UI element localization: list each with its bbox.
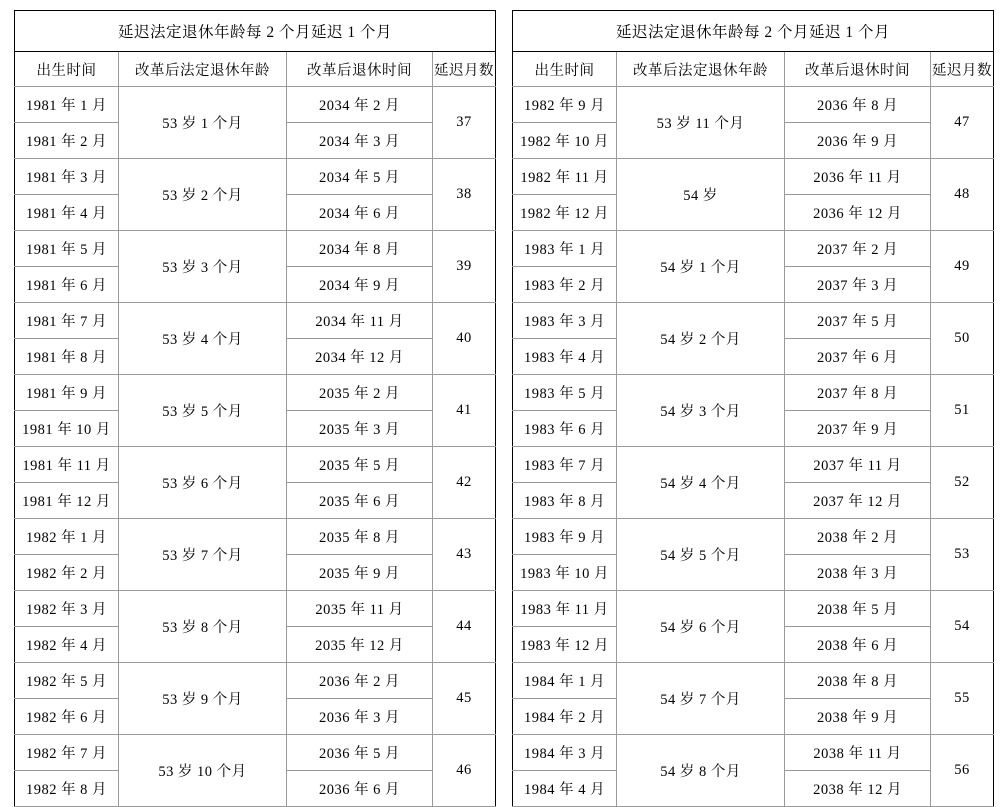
cell-retirement-date: 2038 年 12 月 [785,771,931,807]
cell-birth-date: 1981 年 10 月 [15,411,119,447]
cell-retirement-date: 2036 年 9 月 [785,123,931,159]
cell-retirement-date: 2036 年 8 月 [785,87,931,123]
cell-retirement-age: 53 岁 5 个月 [119,375,287,447]
cell-retirement-age: 53 岁 6 个月 [119,447,287,519]
cell-delay-months: 47 [931,87,994,159]
cell-retirement-age: 53 岁 4 个月 [119,303,287,375]
cell-birth-date: 1982 年 5 月 [15,663,119,699]
cell-retirement-age: 54 岁 3 个月 [617,375,785,447]
column-header-retirement-date: 改革后退休时间 [287,52,433,87]
cell-retirement-date: 2035 年 8 月 [287,519,433,555]
cell-retirement-date: 2038 年 6 月 [785,627,931,663]
table-row [513,591,994,627]
table-row [513,231,994,267]
cell-birth-date: 1983 年 12 月 [513,627,617,663]
cell-birth-date: 1982 年 4 月 [15,627,119,663]
table-title: 延迟法定退休年龄每 2 个月延迟 1 个月 [15,11,496,52]
table-row [513,447,994,483]
cell-retirement-date: 2034 年 5 月 [287,159,433,195]
cell-delay-months: 39 [433,231,496,303]
cell-retirement-date: 2035 年 6 月 [287,483,433,519]
cell-retirement-date: 2035 年 3 月 [287,411,433,447]
cell-birth-date: 1982 年 10 月 [513,123,617,159]
cell-retirement-date: 2037 年 11 月 [785,447,931,483]
cell-birth-date: 1983 年 4 月 [513,339,617,375]
column-header-delay-months: 延迟月数 [931,52,994,87]
retirement-schedule-table-right [512,10,994,807]
cell-birth-date: 1983 年 5 月 [513,375,617,411]
cell-retirement-date: 2035 年 12 月 [287,627,433,663]
cell-retirement-date: 2038 年 11 月 [785,735,931,771]
cell-retirement-date: 2034 年 3 月 [287,123,433,159]
table-row [15,447,496,483]
cell-birth-date: 1981 年 2 月 [15,123,119,159]
table-title: 延迟法定退休年龄每 2 个月延迟 1 个月 [513,11,994,52]
cell-retirement-date: 2034 年 2 月 [287,87,433,123]
table-row [513,159,994,195]
table-row [513,375,994,411]
table-left-body [15,11,496,807]
cell-birth-date: 1983 年 9 月 [513,519,617,555]
cell-birth-date: 1982 年 2 月 [15,555,119,591]
table-header-row [513,52,994,87]
cell-birth-date: 1983 年 3 月 [513,303,617,339]
cell-birth-date: 1982 年 7 月 [15,735,119,771]
cell-retirement-date: 2035 年 11 月 [287,591,433,627]
cell-retirement-age: 53 岁 3 个月 [119,231,287,303]
column-header-retirement-age: 改革后法定退休年龄 [617,52,785,87]
cell-birth-date: 1982 年 12 月 [513,195,617,231]
cell-retirement-date: 2036 年 6 月 [287,771,433,807]
cell-retirement-date: 2037 年 8 月 [785,375,931,411]
cell-delay-months: 54 [931,591,994,663]
cell-retirement-age: 54 岁 5 个月 [617,519,785,591]
cell-retirement-date: 2037 年 6 月 [785,339,931,375]
cell-retirement-date: 2038 年 2 月 [785,519,931,555]
cell-retirement-date: 2034 年 6 月 [287,195,433,231]
column-header-retirement-age: 改革后法定退休年龄 [119,52,287,87]
column-header-retirement-date: 改革后退休时间 [785,52,931,87]
cell-birth-date: 1981 年 3 月 [15,159,119,195]
cell-birth-date: 1982 年 9 月 [513,87,617,123]
cell-retirement-date: 2036 年 11 月 [785,159,931,195]
table-row [15,375,496,411]
table-right-body [513,11,994,807]
table-title-row [513,11,994,52]
cell-retirement-age: 53 岁 8 个月 [119,591,287,663]
table-row [15,87,496,123]
cell-birth-date: 1983 年 10 月 [513,555,617,591]
cell-delay-months: 42 [433,447,496,519]
table-row [15,303,496,339]
cell-birth-date: 1983 年 11 月 [513,591,617,627]
cell-retirement-date: 2038 年 9 月 [785,699,931,735]
cell-birth-date: 1981 年 9 月 [15,375,119,411]
cell-delay-months: 43 [433,519,496,591]
table-row [513,735,994,771]
cell-retirement-age: 54 岁 1 个月 [617,231,785,303]
cell-retirement-date: 2038 年 8 月 [785,663,931,699]
cell-birth-date: 1981 年 7 月 [15,303,119,339]
cell-retirement-date: 2036 年 5 月 [287,735,433,771]
cell-retirement-age: 53 岁 2 个月 [119,159,287,231]
table-row [15,591,496,627]
cell-birth-date: 1983 年 2 月 [513,267,617,303]
cell-delay-months: 46 [433,735,496,807]
cell-birth-date: 1981 年 12 月 [15,483,119,519]
table-header-row [15,52,496,87]
table-row [513,303,994,339]
cell-birth-date: 1983 年 7 月 [513,447,617,483]
column-header-delay-months: 延迟月数 [433,52,496,87]
cell-delay-months: 52 [931,447,994,519]
cell-delay-months: 50 [931,303,994,375]
cell-birth-date: 1981 年 1 月 [15,87,119,123]
cell-retirement-age: 54 岁 [617,159,785,231]
column-header-birth: 出生时间 [513,52,617,87]
table-title-row [15,11,496,52]
cell-retirement-age: 54 岁 8 个月 [617,735,785,807]
cell-delay-months: 51 [931,375,994,447]
cell-delay-months: 38 [433,159,496,231]
cell-birth-date: 1982 年 6 月 [15,699,119,735]
cell-retirement-date: 2037 年 5 月 [785,303,931,339]
cell-retirement-age: 53 岁 7 个月 [119,519,287,591]
cell-delay-months: 44 [433,591,496,663]
cell-retirement-age: 54 岁 7 个月 [617,663,785,735]
cell-retirement-age: 53 岁 10 个月 [119,735,287,807]
cell-delay-months: 49 [931,231,994,303]
table-row [513,663,994,699]
cell-retirement-age: 53 岁 9 个月 [119,663,287,735]
cell-birth-date: 1981 年 4 月 [15,195,119,231]
cell-retirement-date: 2038 年 5 月 [785,591,931,627]
column-header-birth: 出生时间 [15,52,119,87]
cell-retirement-age: 54 岁 6 个月 [617,591,785,663]
cell-retirement-age: 54 岁 4 个月 [617,447,785,519]
cell-delay-months: 45 [433,663,496,735]
cell-birth-date: 1983 年 8 月 [513,483,617,519]
table-row [15,231,496,267]
cell-birth-date: 1982 年 8 月 [15,771,119,807]
table-row [15,519,496,555]
cell-retirement-date: 2035 年 9 月 [287,555,433,591]
cell-retirement-date: 2036 年 12 月 [785,195,931,231]
cell-birth-date: 1981 年 6 月 [15,267,119,303]
cell-retirement-date: 2035 年 5 月 [287,447,433,483]
cell-delay-months: 41 [433,375,496,447]
cell-birth-date: 1982 年 1 月 [15,519,119,555]
cell-birth-date: 1984 年 2 月 [513,699,617,735]
table-row [513,519,994,555]
cell-delay-months: 55 [931,663,994,735]
cell-birth-date: 1983 年 1 月 [513,231,617,267]
cell-retirement-date: 2037 年 2 月 [785,231,931,267]
cell-retirement-date: 2038 年 3 月 [785,555,931,591]
cell-retirement-date: 2037 年 12 月 [785,483,931,519]
cell-retirement-date: 2036 年 2 月 [287,663,433,699]
table-row [15,735,496,771]
cell-birth-date: 1981 年 5 月 [15,231,119,267]
cell-birth-date: 1984 年 4 月 [513,771,617,807]
cell-delay-months: 56 [931,735,994,807]
cell-retirement-date: 2034 年 11 月 [287,303,433,339]
cell-retirement-date: 2034 年 8 月 [287,231,433,267]
table-row [15,663,496,699]
cell-retirement-age: 53 岁 1 个月 [119,87,287,159]
cell-birth-date: 1982 年 3 月 [15,591,119,627]
cell-retirement-date: 2037 年 3 月 [785,267,931,303]
cell-delay-months: 37 [433,87,496,159]
cell-birth-date: 1982 年 11 月 [513,159,617,195]
cell-delay-months: 53 [931,519,994,591]
table-row [513,87,994,123]
table-row [15,159,496,195]
cell-retirement-date: 2036 年 3 月 [287,699,433,735]
cell-birth-date: 1984 年 3 月 [513,735,617,771]
tables-container [14,10,993,807]
cell-birth-date: 1981 年 11 月 [15,447,119,483]
cell-delay-months: 40 [433,303,496,375]
cell-retirement-date: 2035 年 2 月 [287,375,433,411]
cell-retirement-age: 53 岁 11 个月 [617,87,785,159]
cell-birth-date: 1984 年 1 月 [513,663,617,699]
cell-birth-date: 1983 年 6 月 [513,411,617,447]
cell-retirement-date: 2034 年 12 月 [287,339,433,375]
cell-retirement-date: 2034 年 9 月 [287,267,433,303]
cell-retirement-date: 2037 年 9 月 [785,411,931,447]
cell-birth-date: 1981 年 8 月 [15,339,119,375]
cell-retirement-age: 54 岁 2 个月 [617,303,785,375]
cell-delay-months: 48 [931,159,994,231]
retirement-schedule-table-left [14,10,496,807]
